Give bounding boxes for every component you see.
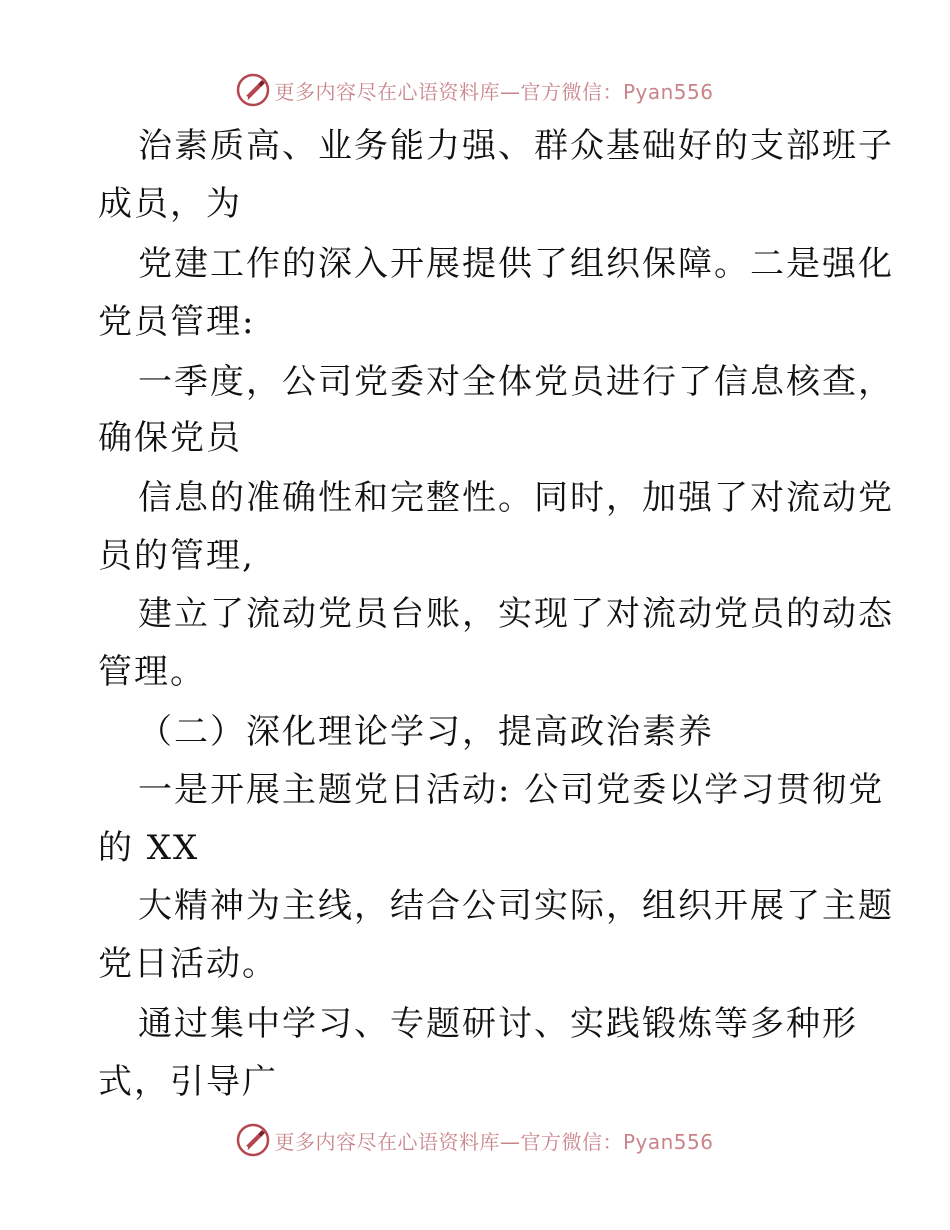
watermark-text: 更多内容尽在心语资料库—官方微信：Pyan556 <box>274 79 714 104</box>
paragraph-1-line-1: 治素质高、业务能力强、群众基础好的支部班子 <box>138 126 894 166</box>
paragraph-7-line-1: 大精神为主线，结合公司实际，组织开展了主题 <box>138 886 894 926</box>
paragraph-6-line-1: 一是开展主题党日活动: 公司党委以学习贯彻党 <box>138 770 885 810</box>
watermark-text: 更多内容尽在心语资料库—官方微信：Pyan556 <box>274 1129 714 1154</box>
paragraph-1-line-2: 成员，为 <box>98 184 242 224</box>
section-heading: （二）深化理论学习，提高政治素养 <box>138 712 714 752</box>
paragraph-2-line-2: 党员管理: <box>98 302 256 342</box>
paragraph-3-line-2: 确保党员 <box>98 418 242 458</box>
pen-nib-seal-icon <box>236 73 270 107</box>
paragraph-3-line-1: 一季度，公司党委对全体党员进行了信息核查， <box>138 362 894 402</box>
footer-watermark <box>0 1120 950 1160</box>
pen-nib-seal-icon <box>236 1123 270 1157</box>
paragraph-2-line-1: 党建工作的深入开展提供了组织保障。二是强化 <box>138 244 894 284</box>
paragraph-4-line-1: 信息的准确性和完整性。同时，加强了对流动党 <box>138 478 894 518</box>
paragraph-8-line-1: 通过集中学习、专题研讨、实践锻炼等多种形 <box>138 1004 858 1044</box>
header-watermark <box>0 70 950 110</box>
paragraph-5-line-1: 建立了流动党员台账，实现了对流动党员的动态 <box>138 594 894 634</box>
paragraph-8-line-2: 式，引导广 <box>98 1062 278 1102</box>
paragraph-6-line-2: 的 XX <box>98 828 200 868</box>
paragraph-7-line-2: 党日活动。 <box>98 944 278 984</box>
paragraph-5-line-2: 管理。 <box>98 652 206 692</box>
paragraph-4-line-2: 员的管理, <box>98 536 255 576</box>
